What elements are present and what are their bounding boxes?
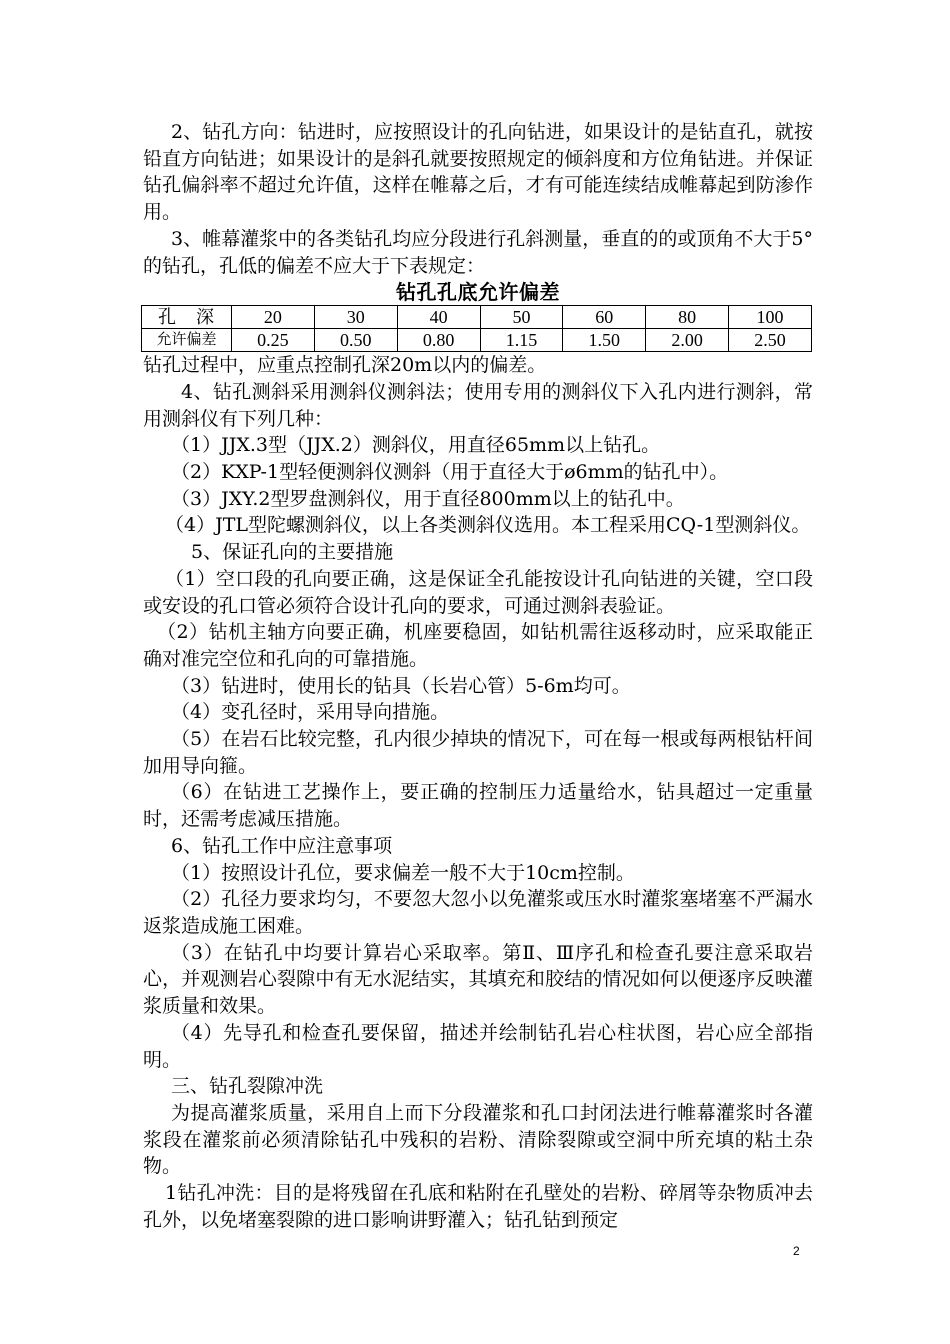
paragraph-flushing-intro: 为提高灌浆质量，采用自上而下分段灌浆和孔口封闭法进行帷幕灌浆时各灌浆段在灌浆前必须清除钻孔中残积的岩粉、清除裂隙或空洞中所充填的粘土杂物。 [143, 1101, 813, 1178]
list-item-inclinometer-2: （2）KXP-1型轻便测斜仪测斜（用于直径大于ø6mm的钻孔中）。 [171, 461, 729, 484]
table-cell-deviation: 2.00 [646, 329, 729, 352]
page-number: 2 [793, 1244, 800, 1258]
table-cell-deviation: 2.50 [729, 329, 812, 352]
table-title: 钻孔孔底允许偏差 [396, 280, 560, 305]
list-item-inclinometer-3: （3）JXY.2型罗盘测斜仪，用于直径800mm以上的钻孔中。 [171, 487, 685, 510]
section-heading-hole-direction: 5、保证孔向的主要措施 [191, 541, 394, 564]
section-heading-precautions: 6、钻孔工作中应注意事项 [171, 834, 393, 857]
list-item-measure-4: （4）变孔径时，采用导向措施。 [171, 701, 450, 724]
list-item-measure-3: （3）钻进时，使用长的钻具（长岩心管）5-6m均可。 [171, 674, 631, 697]
list-item-inclinometer-4: （4）JTL型陀螺测斜仪，以上各类测斜仪选用。本工程采用CQ-1型测斜仪。 [165, 514, 811, 537]
table-cell-deviation: 0.80 [397, 329, 480, 352]
table-cell-deviation: 1.15 [480, 329, 563, 352]
list-item-inclinometer-1: （1）JJX.3型（JJX.2）测斜仪，用直径65mm以上钻孔。 [171, 434, 661, 457]
table-header-deviation: 允许偏差 [142, 329, 232, 352]
list-item-precaution-4: （4）先导孔和检查孔要保留，描述并绘制钻孔岩心柱状图，岩心应全部指明。 [143, 1021, 813, 1071]
table-cell-depth: 50 [480, 306, 563, 329]
table-cell-depth: 40 [397, 306, 480, 329]
paragraph-inclinometer-method: 4、钻孔测斜采用测斜仪测斜法；使用专用的测斜仪下入孔内进行测斜，常用测斜仪有下列几种： [143, 380, 813, 430]
table-cell-deviation: 1.50 [563, 329, 646, 352]
table-header-depth: 孔 深 [142, 306, 232, 329]
paragraph-hole-flushing: 1钻孔冲洗：目的是将残留在孔底和粘附在孔壁处的岩粉、碎屑等杂物质冲去孔外，以免堵塞裂隙的进口影响讲野灌入；钻孔钻到预定 [143, 1182, 813, 1231]
list-item-measure-1: （1）空口段的孔向要正确，这是保证全孔能按设计孔向钻进的关键，空口段或安设的孔口管必须符合设计孔向的要求，可通过测斜表验证。 [143, 567, 813, 617]
table-cell-deviation: 0.25 [232, 329, 315, 352]
table-cell-deviation: 0.50 [314, 329, 397, 352]
table-row-deviation [142, 329, 812, 352]
table-cell-depth: 80 [646, 306, 729, 329]
list-item-measure-5: （5）在岩石比较完整，孔内很少掉块的情况下，可在每一根或每两根钻杆间加用导向箍。 [143, 728, 813, 777]
deviation-table [141, 305, 812, 352]
table-cell-depth: 60 [563, 306, 646, 329]
list-item-measure-2: （2）钻机主轴方向要正确，机座要稳固，如钻机需往返移动时，应采取能正确对准完空位和孔向的可靠措施。 [143, 621, 813, 670]
list-item-precaution-2: （2）孔径力要求均匀，不要忽大忽小以免灌浆或压水时灌浆塞堵塞不严漏水返浆造成施工困难。 [143, 888, 813, 937]
table-cell-depth: 100 [729, 306, 812, 329]
list-item-measure-6: （6）在钻进工艺操作上，要正确的控制压力适量给水，钻具超过一定重量时，还需考虑减压措施。 [143, 781, 813, 831]
table-row-depth [142, 306, 812, 329]
paragraph-depth-control: 钻孔过程中，应重点控制孔深20m以内的偏差。 [143, 354, 547, 377]
page-content [143, 119, 813, 1233]
table-cell-depth: 20 [232, 306, 315, 329]
section-heading-fissure-flushing: 三、钻孔裂隙冲洗 [171, 1075, 324, 1098]
paragraph-inclination-measurement: 3、帷幕灌浆中的各类钻孔均应分段进行孔斜测量，垂直的的或顶角不大于5° 的钻孔，孔低的偏差不应大于下表规定： [143, 227, 813, 277]
list-item-precaution-1: （1）按照设计孔位，要求偏差一般不大于10cm控制。 [171, 861, 635, 884]
table-cell-depth: 30 [314, 306, 397, 329]
list-item-precaution-3: （3）在钻孔中均要计算岩心采取率。第Ⅱ、Ⅲ序孔和检查孔要注意采取岩心，并观测岩心裂隙中有无水泥结实，其填充和胶结的情况如何以便逐序反映灌浆质量和效果。 [143, 941, 813, 1018]
paragraph-drilling-direction: 2、钻孔方向：钻进时，应按照设计的孔向钻进，如果设计的是钻直孔，就按铅直方向钻进；如果设计的是斜孔就要按照规定的倾斜度和方位角钻进。并保证钻孔偏斜率不超过允许值，这样在帷幕之后，才有可能连续结成帷幕起到防渗作用。 [143, 121, 813, 224]
